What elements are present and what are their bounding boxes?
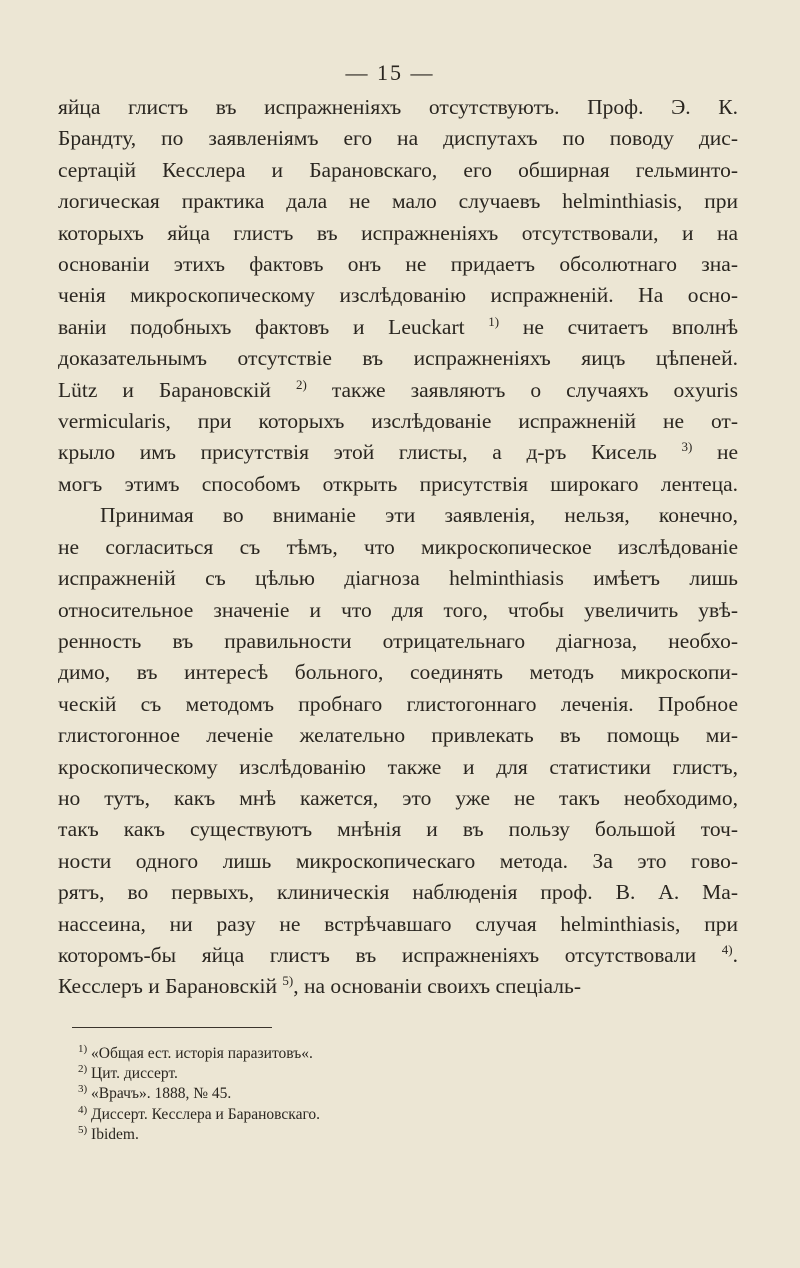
body-text: [58, 92, 738, 1003]
text-line: [58, 437, 738, 468]
footnote-mark: 3): [78, 1083, 88, 1096]
text-fragment: не: [716, 440, 739, 465]
text-line: не согласиться съ тѣмъ, что микроскопическое изслѣдованіе: [58, 534, 738, 559]
text-line: рятъ, во первыхъ, клиническія наблюденія проф. В. А. Ма-: [58, 880, 738, 905]
text-line: ченія микроскопическому изслѣдованію испражненій. На осно-: [58, 283, 738, 308]
text-fragment: Кесслеръ и Барановскій: [58, 974, 278, 999]
text-line: яйца глистъ въ испражненіяхъ отсутствуютъ. Проф. Э. К.: [58, 95, 738, 119]
text-line: Брандту, по заявленіямъ его на диспутахъ по поводу дис-: [58, 126, 738, 151]
text-line: [58, 971, 738, 1002]
footnote: [78, 1044, 718, 1064]
footnote-divider: [72, 1027, 272, 1028]
footnote-ref: 2): [295, 376, 307, 392]
text-line: могъ этимъ способомъ открыть присутствія широкаго лентеца.: [58, 471, 738, 496]
text-line: [58, 940, 738, 971]
footnote-mark: 5): [78, 1123, 88, 1136]
text-line: ренность въ правильности отрицательнаго діагноза, необхо-: [58, 628, 738, 653]
text-line: испражненій съ цѣлью діагноза helminthiasis имѣетъ лишь: [58, 566, 738, 591]
footnote-ref: 4): [721, 941, 733, 957]
text-fragment: , на основаніи своихъ спеціаль-: [293, 974, 581, 999]
footnote-text: Цит. диссерт.: [91, 1065, 178, 1083]
footnote-mark: 2): [78, 1063, 88, 1076]
footnote-mark: 1): [78, 1042, 88, 1055]
text-line: основаніи этихъ фактовъ онъ не придаетъ обсолютнаго зна-: [58, 252, 738, 277]
text-line: Принимая во вниманіе эти заявленія, нельзя, конечно,: [100, 503, 738, 528]
footnote-text: «Врачъ». 1888, № 45.: [91, 1085, 232, 1103]
footnote-text: Ibidem.: [91, 1125, 139, 1143]
text-line: но тутъ, какъ мнѣ кажется, это уже не такъ необходимо,: [58, 785, 738, 810]
text-line: ности одного лишь микроскопическаго метода. За это гово-: [58, 848, 738, 873]
text-fragment: Lütz и Барановскій: [58, 377, 271, 402]
footnote: [78, 1064, 718, 1084]
text-line: которыхъ яйца глистъ въ испражненіяхъ отсутствовали, и на: [58, 220, 738, 245]
text-fragment: .: [732, 942, 739, 967]
footnote-ref: 1): [488, 313, 500, 329]
footnote-text: «Общая ест. исторія паразитовъ«.: [91, 1045, 313, 1062]
text-fragment: ваніи подобныхъ фактовъ и Leuckart: [58, 314, 465, 339]
footnotes: [78, 1044, 718, 1145]
text-line: [58, 375, 738, 406]
page-number: — 15 —: [345, 60, 435, 85]
footnote-ref: 5): [282, 973, 294, 989]
footnote-mark: 4): [78, 1103, 88, 1116]
text-line: нассеина, ни разу не встрѣчавшаго случая helminthiasis, при: [58, 911, 738, 936]
text-fragment: также заявляютъ о случаяхъ oxyuris: [331, 377, 739, 402]
footnote-text: Диссерт. Кесслера и Барановскаго.: [91, 1105, 321, 1123]
footnote: [78, 1105, 718, 1125]
text-line: [58, 312, 738, 343]
text-line: глистогонное леченіе желательно привлекать въ помощь ми-: [58, 723, 738, 748]
footnote-ref: 3): [681, 439, 693, 455]
footnote: [78, 1125, 718, 1145]
text-line: относительное значеніе и что для того, чтобы увеличить увѣ-: [58, 597, 738, 622]
text-line: кроскопическому изслѣдованію также и для статистики глистъ,: [58, 754, 738, 779]
text-line: димо, въ интересѣ больного, соединять методъ микроскопи-: [58, 660, 738, 685]
footnote: [78, 1084, 718, 1104]
text-line: ческій съ методомъ пробнаго глистогоннаго леченія. Пробное: [58, 691, 738, 716]
text-fragment: не считаетъ вполнѣ: [522, 314, 739, 339]
text-line: доказательнымъ отсутствіе въ испражненіяхъ яицъ цѣпеней.: [58, 346, 738, 371]
text-line: логическая практика дала не мало случаевъ helminthiasis, при: [58, 189, 738, 214]
text-line: такъ какъ существуютъ мнѣнія и въ пользу большой точ-: [58, 817, 738, 842]
text-line: vermicularis, при которыхъ изслѣдованіе испражненій не от-: [58, 409, 738, 434]
text-fragment: крыло имъ присутствія этой глисты, а д-ръ Кисель: [58, 440, 657, 465]
text-line: сертацій Кесслера и Барановскаго, его обширная гельминто-: [58, 157, 738, 182]
text-fragment: которомъ-бы яйца глистъ въ испражненіяхъ отсутствовали: [58, 942, 697, 967]
